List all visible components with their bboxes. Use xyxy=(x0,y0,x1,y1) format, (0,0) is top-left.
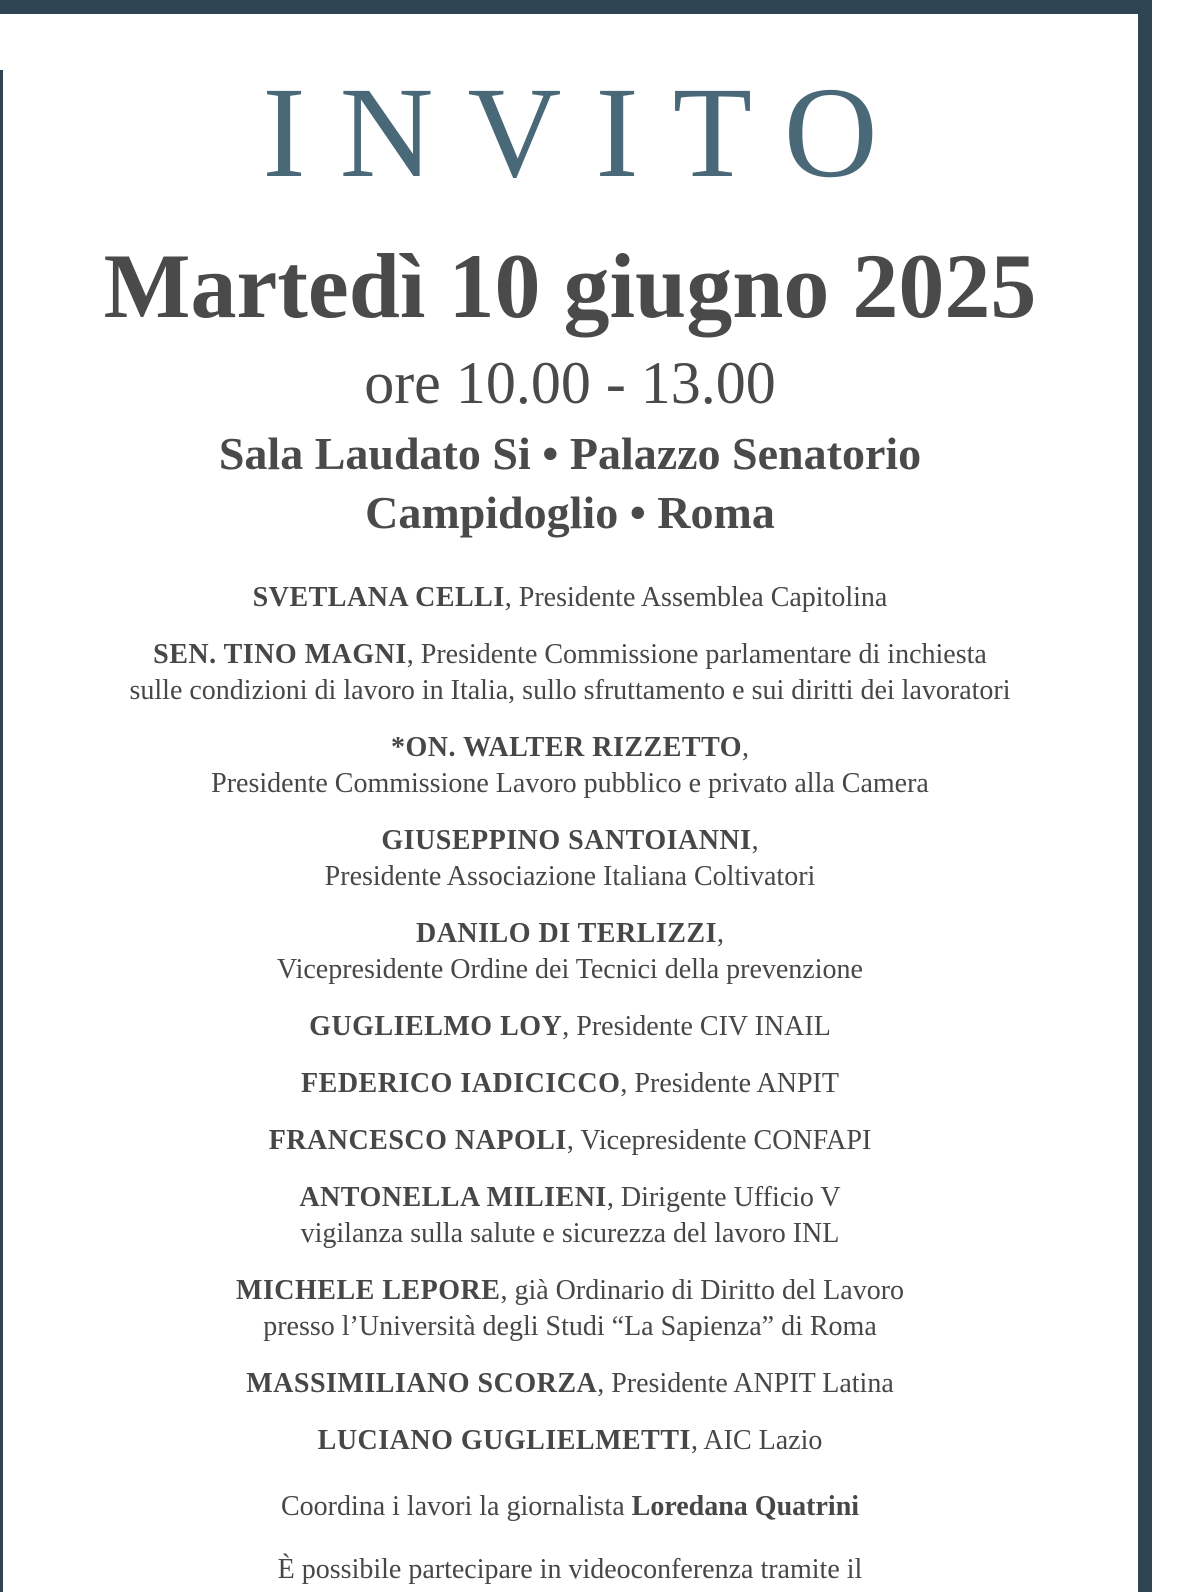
speaker-role: , xyxy=(751,825,759,856)
speaker-role: , già Ordinario di Diritto del Lavoro xyxy=(500,1275,905,1306)
speaker-item xyxy=(20,730,1120,802)
event-venue: Sala Laudato Si • Palazzo Senatorio xyxy=(218,428,922,479)
speaker-role-continued: vigilanza sulla salute e sicurezza del lavoro INL xyxy=(300,1218,840,1249)
event-time: ore 10.00 - 13.00 xyxy=(364,350,776,416)
moderator-line xyxy=(0,1489,1140,1525)
moderator-prefix: Coordina i lavori la giornalista xyxy=(280,1491,632,1522)
speaker-name: SVETLANA CELLI xyxy=(252,582,505,613)
partial-bottom-text: È possibile partecipare in videoconferenza tramite il xyxy=(277,1554,863,1585)
speaker-role: , Presidente Assemblea Capitolina xyxy=(504,582,888,613)
speaker-name: SEN. TINO MAGNI xyxy=(153,639,407,670)
speaker-role: , AIC Lazio xyxy=(690,1425,823,1456)
speaker-item xyxy=(20,637,1120,709)
speaker-item xyxy=(20,1009,1120,1045)
event-city: Campidoglio • Roma xyxy=(365,487,775,538)
speakers-list xyxy=(20,580,1120,1480)
speaker-role-continued: Presidente Associazione Italiana Coltivatori xyxy=(324,861,816,892)
moderator-name: Loredana Quatrini xyxy=(631,1491,860,1522)
speaker-item xyxy=(20,1366,1120,1402)
speaker-role: , Presidente Commissione parlamentare di inchiesta xyxy=(406,639,987,670)
frame-right-border xyxy=(1138,0,1152,1592)
speaker-name: GIUSEPPINO SANTOIANNI xyxy=(381,825,752,856)
speaker-item xyxy=(20,1273,1120,1345)
speaker-role: , xyxy=(717,918,725,949)
speaker-name: FRANCESCO NAPOLI xyxy=(268,1125,567,1156)
speaker-role: , Vicepresidente CONFAPI xyxy=(566,1125,872,1156)
speaker-item xyxy=(20,916,1120,988)
speaker-role: , Presidente CIV INAIL xyxy=(562,1011,831,1042)
speaker-name: LUCIANO GUGLIELMETTI xyxy=(317,1425,691,1456)
speaker-name: GUGLIELMO LOY xyxy=(309,1011,563,1042)
speaker-item xyxy=(20,823,1120,895)
speaker-item xyxy=(20,1066,1120,1102)
invitation-title: INVITO xyxy=(262,61,912,205)
speaker-name: MICHELE LEPORE xyxy=(235,1275,501,1306)
event-date: Martedì 10 giugno 2025 xyxy=(103,235,1037,337)
speaker-role-continued: presso l’Università degli Studi “La Sapienza” di Roma xyxy=(263,1311,877,1342)
speaker-role-continued: sulle condizioni di lavoro in Italia, sullo sfruttamento e sui diritti dei lavoratori xyxy=(129,675,1011,706)
speaker-item xyxy=(20,1423,1120,1459)
speaker-item xyxy=(20,580,1120,616)
speaker-role-continued: Presidente Commissione Lavoro pubblico e privato alla Camera xyxy=(211,768,929,799)
speaker-role-continued: Vicepresidente Ordine dei Tecnici della prevenzione xyxy=(277,954,863,985)
speaker-name: DANILO DI TERLIZZI xyxy=(415,918,718,949)
speaker-role: , xyxy=(742,732,750,763)
speaker-name: MASSIMILIANO SCORZA xyxy=(246,1368,598,1399)
speaker-name: FEDERICO IADICICCO xyxy=(301,1068,621,1099)
speaker-name: *ON. WALTER RIZZETTO xyxy=(390,732,743,763)
speaker-item xyxy=(20,1180,1120,1252)
speaker-role: , Presidente ANPIT Latina xyxy=(597,1368,894,1399)
speaker-role: , Presidente ANPIT xyxy=(620,1068,839,1099)
speaker-name: ANTONELLA MILIENI xyxy=(299,1182,607,1213)
speaker-item xyxy=(20,1123,1120,1159)
speaker-role: , Dirigente Ufficio V xyxy=(606,1182,841,1213)
